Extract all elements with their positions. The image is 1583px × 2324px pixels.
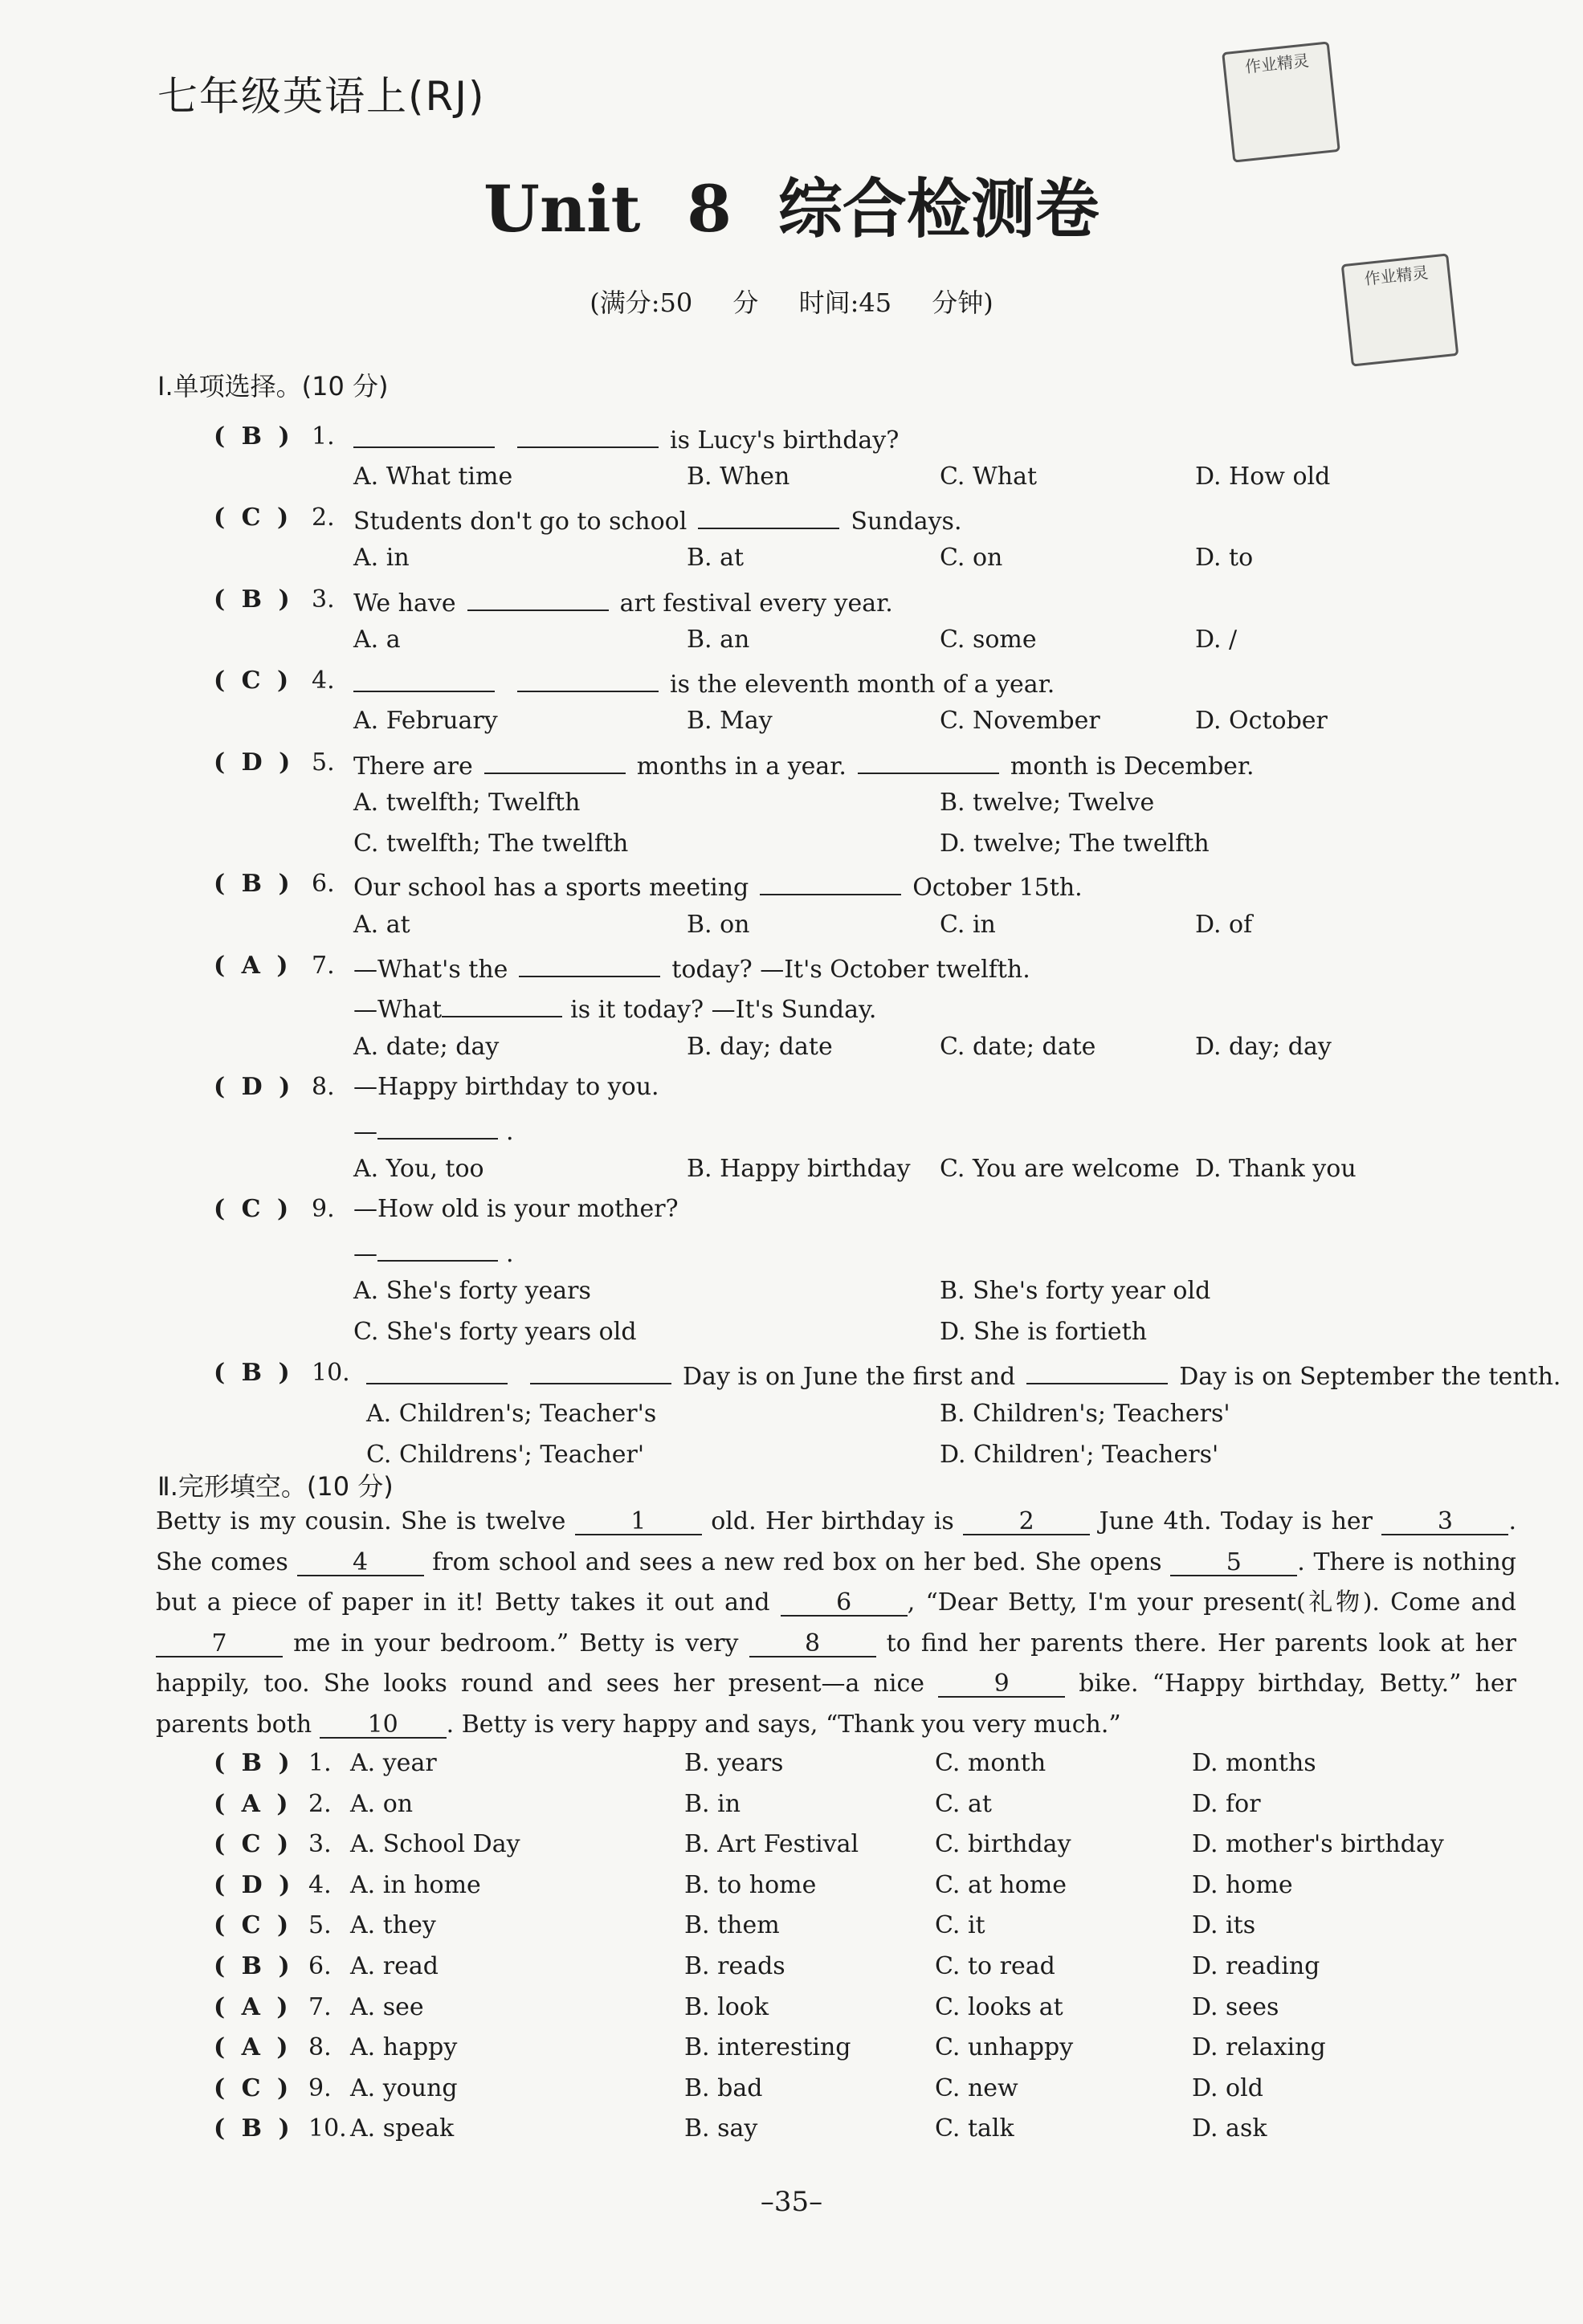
answer-option: D. sees	[1192, 1992, 1279, 2021]
answer-option: B. May	[687, 707, 773, 735]
question-number: 5.	[308, 1911, 332, 1940]
question-number: 3.	[308, 1830, 332, 1859]
cloze-blank: 3	[1381, 1510, 1508, 1535]
answer-option: B. She's forty year old	[940, 1277, 1211, 1305]
passage-text: . Betty is very happy and says, “Thank you very much.”	[446, 1710, 1121, 1739]
answer-option: A. twelfth; Twelfth	[353, 789, 581, 817]
stem-text: months in a year.	[636, 752, 847, 781]
answer-option: B. look	[684, 1992, 769, 2021]
answer-option: A. What time	[353, 463, 513, 491]
stem-text: art festival every year.	[619, 589, 893, 618]
passage-text: Betty is my cousin. She is twelve	[156, 1507, 575, 1535]
answer-mark: ( D )	[214, 1073, 291, 1101]
answer-mark: ( C )	[214, 1911, 289, 1940]
answer-mark: ( B )	[214, 2114, 290, 2143]
answer-option: C. November	[940, 707, 1100, 735]
answer-option: B. years	[684, 1749, 784, 1777]
answer-option: D. to	[1195, 544, 1254, 572]
answer-option: A. You, too	[353, 1155, 484, 1183]
answer-mark: ( B )	[214, 1952, 290, 1980]
passage-text: me in your bedroom.” Betty is very	[283, 1629, 749, 1657]
cloze-blank: 10	[320, 1713, 447, 1739]
question-stem	[353, 748, 1255, 781]
answer-option: B. them	[684, 1911, 780, 1940]
answer-blank	[517, 422, 659, 448]
question-number: 3.	[312, 585, 335, 614]
answer-option: C. at home	[935, 1870, 1067, 1899]
stem-text: We have	[353, 589, 456, 618]
answer-option: B. in	[684, 1789, 741, 1818]
question-number: 7.	[308, 1992, 332, 2021]
question-stem	[366, 1359, 1561, 1391]
answer-option: C. She's forty years old	[353, 1318, 637, 1346]
answer-option: B. When	[687, 463, 790, 491]
section-1-heading: Ⅰ.单项选择。(10 分)	[157, 371, 389, 402]
answer-option: B. interesting	[684, 2033, 851, 2062]
book-header: 七年级英语上(RJ)	[157, 73, 486, 120]
answer-option: B. an	[687, 626, 750, 654]
stem-text: Students don't go to school	[353, 508, 687, 536]
answer-option: B. day; date	[687, 1033, 833, 1061]
answer-option: A. see	[350, 1992, 424, 2021]
answer-option: C. You are welcome	[940, 1155, 1180, 1183]
answer-option: A. in home	[350, 1870, 481, 1899]
answer-mark: ( C )	[214, 667, 289, 695]
answer-option: B. bad	[684, 2073, 763, 2102]
answer-option: A. year	[350, 1749, 437, 1777]
answer-option: D. home	[1192, 1870, 1293, 1899]
question-stem	[353, 504, 961, 536]
answer-option: D. day; day	[1195, 1033, 1332, 1061]
question-number: 4.	[308, 1870, 332, 1899]
answer-option: B. Happy birthday	[687, 1155, 911, 1183]
answer-mark: ( B )	[214, 870, 290, 898]
answer-mark: ( A )	[214, 2033, 288, 2062]
answer-option: C. talk	[935, 2114, 1014, 2143]
question-number: 10.	[312, 1359, 350, 1387]
answer-option: D. months	[1192, 1749, 1316, 1777]
answer-mark: ( A )	[214, 1992, 288, 2021]
stem-text: is the eleventh month of a year.	[670, 671, 1055, 699]
answer-option: C. at	[935, 1789, 992, 1818]
answer-blank	[377, 1114, 498, 1140]
answer-blank	[467, 585, 609, 611]
cloze-blank: 2	[963, 1510, 1090, 1535]
answer-option: D. of	[1195, 911, 1253, 939]
answer-option: C. it	[935, 1911, 985, 1940]
answer-blank	[1026, 1359, 1168, 1384]
answer-option: B. at	[687, 544, 745, 572]
question-stem	[353, 667, 1055, 699]
stem-text: is it today? —It's Sunday.	[570, 996, 877, 1024]
answer-option: D. October	[1195, 707, 1328, 735]
cloze-blank: 1	[575, 1510, 702, 1535]
answer-mark: ( B )	[214, 422, 290, 451]
passage-text: , “Dear Betty, I'm your present(礼物). Come and	[907, 1588, 1516, 1617]
page-title: Unit 8 综合检测卷	[483, 171, 1100, 247]
question-number: 2.	[312, 504, 335, 532]
answer-option: B. reads	[684, 1952, 785, 1980]
answer-mark: ( B )	[214, 1749, 290, 1777]
answer-option: D. reading	[1192, 1952, 1320, 1980]
stem-text: Sundays.	[851, 508, 962, 536]
passage-text: from school and sees a new red box on her bed. She opens	[423, 1547, 1171, 1576]
answer-option: C. in	[940, 911, 996, 939]
passage-text: June 4th. Today is her	[1090, 1507, 1382, 1535]
score-time-info: (满分:50 分 时间:45 分钟)	[590, 287, 993, 318]
answer-mark: ( D )	[214, 1870, 291, 1899]
question-number: 9.	[312, 1195, 335, 1223]
answer-option: A. at	[353, 911, 410, 939]
answer-option: D. for	[1192, 1789, 1261, 1818]
answer-option: D. Children'; Teachers'	[940, 1441, 1219, 1469]
answer-option: A. February	[353, 707, 498, 735]
answer-blank	[530, 1359, 671, 1384]
answer-option: D. ask	[1192, 2114, 1267, 2143]
question-number: 8.	[312, 1073, 335, 1101]
answer-blank	[858, 748, 999, 774]
answer-blank	[353, 667, 495, 692]
passage-text: to find her parents there. Her parents look at her happily, too. She looks round and sees her present—a nice	[156, 1629, 1516, 1698]
answer-option: C. to read	[935, 1952, 1055, 1980]
answer-option: A. read	[350, 1952, 439, 1980]
answer-option: A. She's forty years	[353, 1277, 591, 1305]
section-2-heading: Ⅱ.完形填空。(10 分)	[157, 1471, 394, 1502]
cloze-blank: 8	[749, 1632, 876, 1657]
question-stem	[353, 1114, 514, 1146]
answer-mark: ( D )	[214, 748, 291, 777]
stem-text: —What	[353, 996, 443, 1024]
question-number: 9.	[308, 2073, 332, 2102]
passage-text: . There is nothing but a piece of paper in it! Betty takes it out and	[156, 1547, 1516, 1617]
stem-text: —	[353, 1118, 377, 1146]
stamp-logo: 作业精灵	[1341, 253, 1459, 366]
question-number: 2.	[308, 1789, 332, 1818]
answer-option: C. month	[935, 1749, 1046, 1777]
answer-mark: ( A )	[214, 1789, 288, 1818]
answer-option: C. looks at	[935, 1992, 1063, 2021]
question-number: 5.	[312, 748, 335, 777]
answer-blank	[698, 504, 839, 529]
answer-blank	[760, 870, 901, 895]
answer-option: D. How old	[1195, 463, 1331, 491]
page-number: –35–	[760, 2186, 823, 2218]
question-number: 6.	[308, 1952, 332, 1980]
answer-option: D. Thank you	[1195, 1155, 1357, 1183]
stamp-logo: 作业精灵	[1222, 41, 1340, 162]
answer-option: A. Children's; Teacher's	[366, 1400, 657, 1428]
stem-text: Day is on September the tenth.	[1179, 1363, 1561, 1391]
question-number: 6.	[312, 870, 335, 898]
question-number: 4.	[312, 667, 335, 695]
answer-blank	[353, 422, 495, 448]
question-stem	[353, 952, 1030, 984]
question-stem	[353, 1236, 514, 1268]
passage-text: old. Her birthday is	[701, 1507, 964, 1535]
answer-option: B. twelve; Twelve	[940, 789, 1155, 817]
answer-option: A. School Day	[350, 1830, 520, 1859]
answer-option: A. a	[353, 626, 401, 654]
stem-text: There are	[353, 752, 473, 781]
answer-option: C. date; date	[940, 1033, 1096, 1061]
passage-text: . She comes	[156, 1507, 1516, 1576]
answer-mark: ( C )	[214, 1195, 289, 1223]
answer-mark: ( C )	[214, 1830, 289, 1859]
cloze-blank: 9	[938, 1672, 1065, 1698]
stem-text: .	[506, 1240, 514, 1268]
answer-option: A. happy	[350, 2033, 458, 2062]
question-number: 1.	[308, 1749, 332, 1777]
answer-option: D. /	[1195, 626, 1238, 654]
answer-option: A. on	[350, 1789, 414, 1818]
stem-text: today? —It's October twelfth.	[671, 956, 1030, 984]
stem-text: Our school has a sports meeting	[353, 874, 749, 902]
cloze-blank: 7	[156, 1632, 283, 1657]
answer-option: B. Children's; Teachers'	[940, 1400, 1230, 1428]
answer-mark: ( B )	[214, 585, 290, 614]
answer-mark: ( B )	[214, 1359, 290, 1387]
answer-mark: ( A )	[214, 952, 288, 980]
answer-option: B. say	[684, 2114, 758, 2143]
answer-option: D. twelve; The twelfth	[940, 830, 1210, 858]
stem-text: —	[353, 1240, 377, 1268]
cloze-blank: 6	[781, 1591, 908, 1617]
question-stem	[353, 1073, 659, 1101]
answer-option: A. in	[353, 544, 410, 572]
passage-text: bike. “Happy birthday, Betty.” her parents both	[156, 1670, 1516, 1739]
answer-blank	[519, 952, 660, 977]
answer-mark: ( C )	[214, 504, 289, 532]
question-stem	[353, 422, 899, 455]
answer-option: D. relaxing	[1192, 2033, 1326, 2062]
answer-option: C. What	[940, 463, 1038, 491]
answer-option: D. She is fortieth	[940, 1318, 1148, 1346]
answer-option: C. twelfth; The twelfth	[353, 830, 629, 858]
cloze-blank: 4	[297, 1551, 424, 1576]
answer-option: C. some	[940, 626, 1037, 654]
answer-blank	[377, 1236, 498, 1262]
answer-option: A. speak	[350, 2114, 455, 2143]
answer-blank	[484, 748, 626, 774]
question-stem	[353, 1195, 679, 1223]
question-number: 8.	[308, 2033, 332, 2062]
question-stem	[353, 992, 876, 1024]
question-number: 7.	[312, 952, 335, 980]
question-stem	[353, 870, 1083, 902]
answer-option: A. young	[350, 2073, 458, 2102]
answer-blank	[442, 992, 562, 1017]
stem-text: Day is on June the first and	[683, 1363, 1016, 1391]
answer-option: B. on	[687, 911, 750, 939]
answer-blank	[517, 667, 659, 692]
answer-option: C. on	[940, 544, 1003, 572]
answer-option: C. Childrens'; Teacher'	[366, 1441, 645, 1469]
answer-option: A. date; day	[353, 1033, 500, 1061]
stem-text: —What's the	[353, 956, 508, 984]
answer-blank	[366, 1359, 508, 1384]
cloze-passage	[156, 1502, 1516, 1746]
stem-text: October 15th.	[912, 874, 1083, 902]
cloze-blank: 5	[1170, 1551, 1297, 1576]
question-number: 10.	[308, 2114, 347, 2143]
answer-option: B. to home	[684, 1870, 817, 1899]
stem-text: —How old is your mother?	[353, 1195, 679, 1223]
answer-option: D. its	[1192, 1911, 1256, 1940]
stem-text: .	[506, 1118, 514, 1146]
stem-text: is Lucy's birthday?	[670, 426, 900, 455]
stem-text: —Happy birthday to you.	[353, 1073, 659, 1101]
question-stem	[353, 585, 893, 618]
answer-option: B. Art Festival	[684, 1830, 859, 1859]
answer-option: C. new	[935, 2073, 1018, 2102]
answer-option: C. birthday	[935, 1830, 1071, 1859]
answer-option: D. old	[1192, 2073, 1263, 2102]
stem-text: month is December.	[1010, 752, 1255, 781]
question-number: 1.	[312, 422, 335, 451]
answer-option: C. unhappy	[935, 2033, 1074, 2062]
answer-option: A. they	[350, 1911, 436, 1940]
answer-option: D. mother's birthday	[1192, 1830, 1444, 1859]
answer-mark: ( C )	[214, 2073, 289, 2102]
